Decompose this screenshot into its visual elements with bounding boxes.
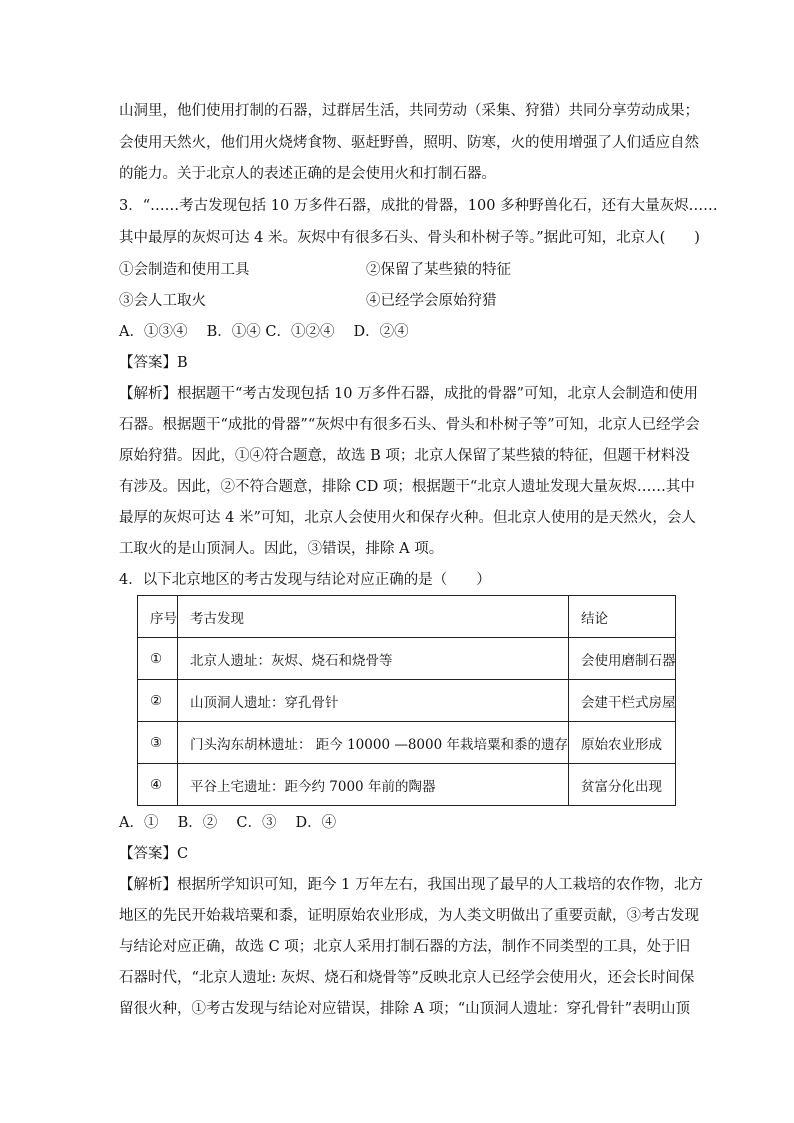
q3-stem-line: 3．“……考古发现包括 10 万多件石器，成批的骨器，100 多种野兽化石，还有大量灰烬…… [119,198,718,214]
q3-statement-1: ①会制造和使用工具 [119,262,250,278]
table-cell: 贫富分化出现 [568,764,676,806]
table-row [138,722,676,764]
table-cell: 会建干栏式房屋 [568,680,676,722]
q3-analysis-line: 工取火的是山顶洞人。因此，③错误，排除 A 项。 [119,541,444,557]
q3-analysis-line: 原始狩猎。因此，①④符合题意，故选 B 项；北京人保留了某些猿的特征，但题干材料没 [119,448,690,464]
table-cell: 门头沟东胡林遗址： 距今 10000 —8000 年栽培粟和黍的遗存 [178,722,569,764]
q3-analysis-line: 石器。根据题干“成批的骨器”“灰烬中有很多石头、骨头和朴树子等”可知，北京人已经学会 [119,417,700,433]
q4-options: A．① B．② C．③ D．④ [119,815,337,831]
paragraph-line: 山洞里，他们使用打制的石器，过群居生活，共同劳动（采集、狩猎）共同分享劳动成果； [119,103,699,119]
table-row [138,638,676,680]
table-header-cell: 考古发现 [178,596,569,638]
q3-options: A．①③④ B．①④ C．①②④ D．②④ [119,324,409,340]
q3-statement-3: ③会人工取火 [119,293,206,309]
table-cell: ② [138,680,178,722]
q3-analysis-line: 【解析】根据题干“考古发现包括 10 万多件石器，成批的骨器”可知，北京人会制造和使用 [119,386,698,402]
table-header-cell: 序号 [138,596,178,638]
q4-stem: 4．以下北京地区的考古发现与结论对应正确的是（ ） [119,572,491,588]
q4-table [137,595,676,806]
table-cell: 北京人遗址：灰烬、烧石和烧骨等 [178,638,569,680]
q4-answer: 【答案】C [119,846,189,862]
table-cell: 山顶洞人遗址：穿孔骨针 [178,680,569,722]
q3-statement-4: ④已经学会原始狩猎 [366,293,497,309]
q4-analysis-line: 留很火种，①考古发现与结论对应错误，排除 A 项；“山顶洞人遗址：穿孔骨针”表明山顶 [119,1001,691,1017]
table-cell: ③ [138,722,178,764]
paragraph-line: 会使用天然火，他们用火烧烤食物、驱赶野兽，照明、防寒，火的使用增强了人们适应自然 [119,135,699,151]
paragraph-line: 的能力。关于北京人的表述正确的是会使用火和打制石器。 [119,166,496,182]
q3-stem-line: 其中最厚的灰烬可达 4 米。灰烬中有很多石头、骨头和朴树子等。”据此可知，北京人( ) [119,230,700,246]
q3-statement-2: ②保留了某些猿的特征 [366,262,511,278]
table-cell: ④ [138,764,178,806]
table-cell: 会使用磨制石器 [568,638,676,680]
table-cell: ① [138,638,178,680]
q4-analysis-line: 地区的先民开始栽培粟和黍，证明原始农业形成，为人类文明做出了重要贡献，③考古发现 [119,908,699,924]
table-header-cell: 结论 [568,596,676,638]
q3-analysis-line: 最厚的灰烬可达 4 米”可知，北京人会使用火和保存火种。但北京人使用的是天然火，会人 [119,510,696,526]
table-row [138,680,676,722]
q3-analysis-line: 有涉及。因此，②不符合题意，排除 CD 项；根据题干“北京人遗址发现大量灰烬……其中 [119,479,695,495]
table-header-row [138,596,676,638]
q4-analysis-line: 【解析】根据所学知识可知，距今 1 万年左右，我国出现了最早的人工栽培的农作物，北方 [119,877,703,893]
table-cell: 平谷上宅遗址：距今约 7000 年前的陶器 [178,764,569,806]
table-row [138,764,676,806]
q4-analysis-line: 石器时代，“北京人遗址: 灰烬、烧石和烧骨等”反映北京人已经学会使用火，还会长时间保 [119,970,695,986]
q3-answer: 【答案】B [119,355,188,371]
q4-analysis-line: 与结论对应正确，故选 C 项；北京人采用打制石器的方法，制作不同类型的工具，处于旧 [119,939,691,955]
table-cell: 原始农业形成 [568,722,676,764]
